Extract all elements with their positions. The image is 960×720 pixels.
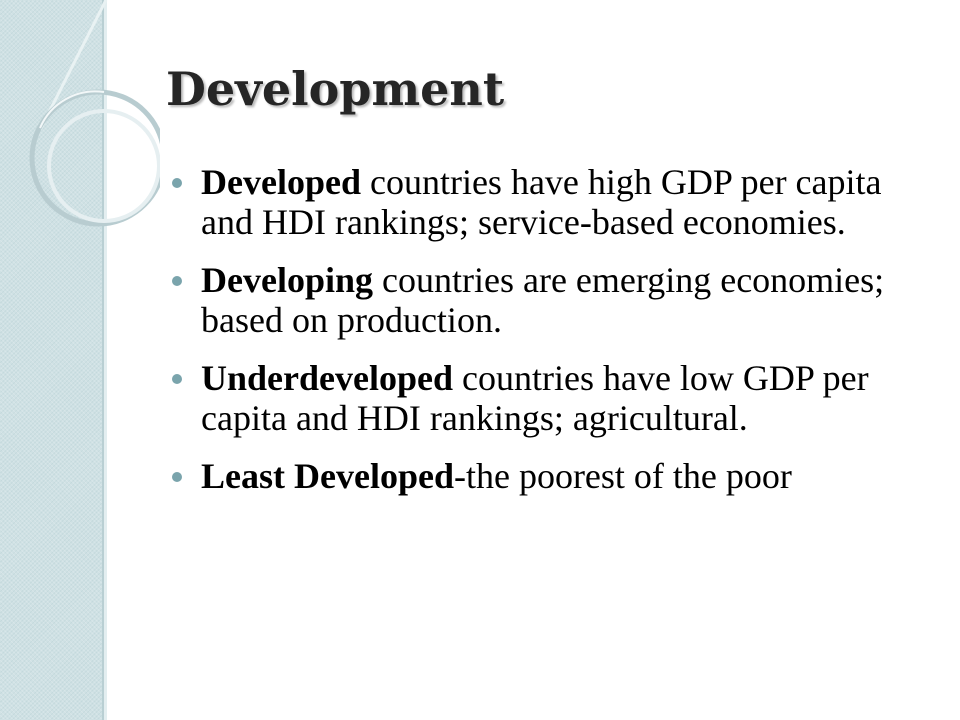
- bullet-item: [170, 456, 940, 496]
- slide-title: Development: [166, 62, 505, 116]
- bullet-text: -the poorest of the poor: [453, 456, 792, 496]
- bullet-text: countries are emerging economies; based on production.: [201, 260, 903, 340]
- bullet-item: [170, 260, 940, 340]
- bullet-term: Underdeveloped: [201, 358, 453, 398]
- side-band: [0, 0, 104, 720]
- bullet-dot-icon: [172, 178, 182, 188]
- bullet-text: countries have low GDP per capita and HDI rankings; agricultural.: [201, 358, 869, 438]
- bullet-item: [170, 358, 940, 438]
- bullet-text: countries have high GDP per capita and HDI rankings; service-based economies.: [201, 162, 882, 242]
- bullet-term: Developing: [201, 260, 374, 300]
- side-band-edge: [104, 0, 107, 720]
- bullet-list: [170, 162, 940, 514]
- bullet-dot-icon: [172, 374, 182, 384]
- bullet-dot-icon: [172, 472, 182, 482]
- bullet-term: Developed: [201, 162, 361, 202]
- bullet-term: Least Developed: [201, 456, 454, 496]
- bullet-item: [170, 162, 940, 242]
- bullet-dot-icon: [172, 276, 182, 286]
